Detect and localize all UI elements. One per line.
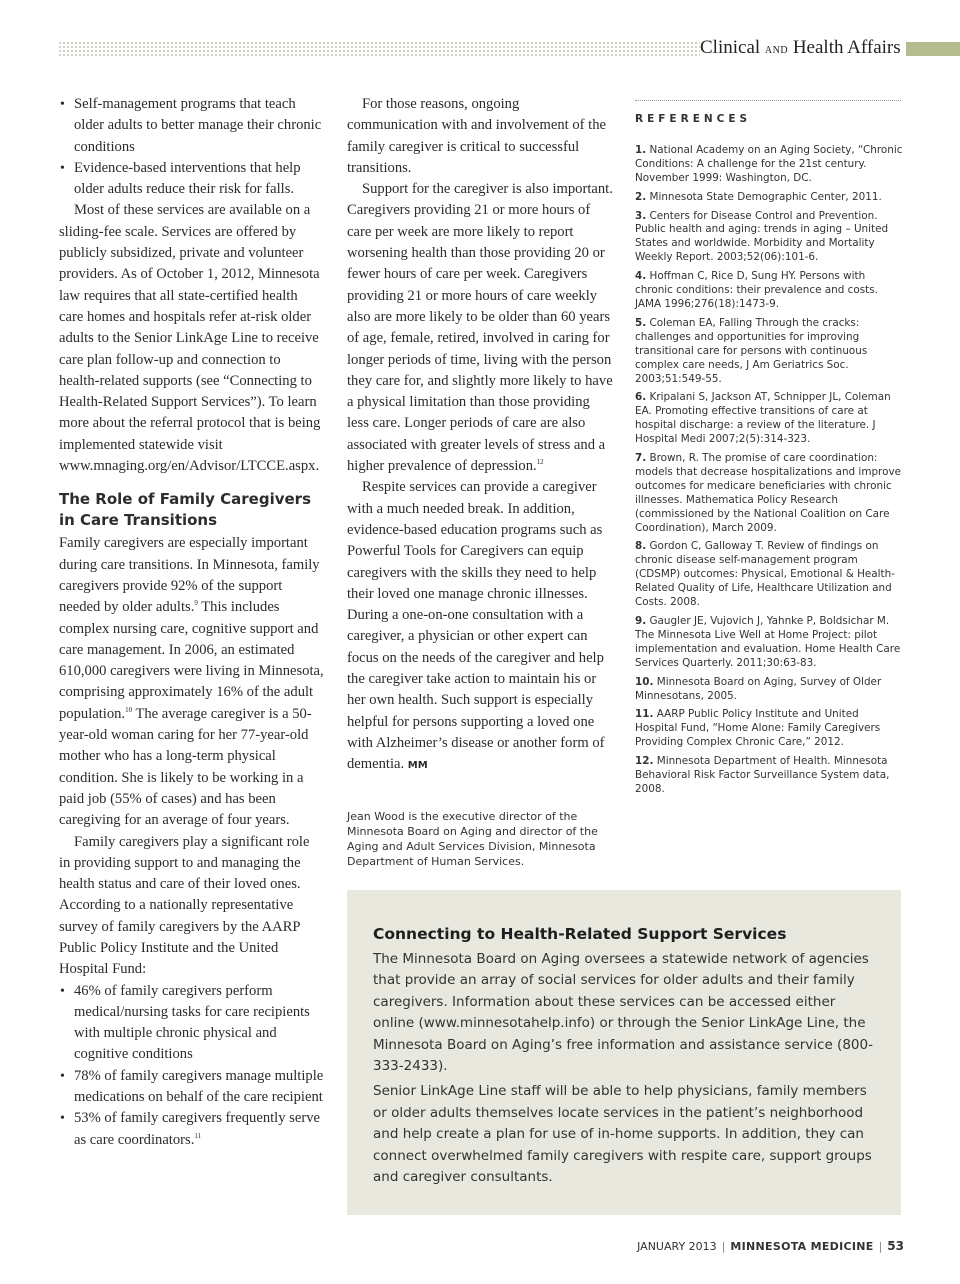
author-bio: Jean Wood is the executive director of the Minnesota Board on Aging and director of the Aging and Adult Services Division, Minnesota Department of Human Services.: [347, 810, 598, 868]
survey-bullet-list: [59, 981, 324, 1151]
footer-date: JANUARY 2013: [637, 1240, 717, 1253]
sidebar-paragraph: The Minnesota Board on Aging oversees a statewide network of agencies that provide an array of social services for older adults and their family caregivers. Information about these services can be accessed either online (www.minnesotahelp.info) or through the Senior LinkAge Line, the Minnesota Board on Aging’s free information and assistance service (800-333-2433).: [373, 951, 873, 1075]
body-paragraph: Family caregivers play a significant role in providing support to and managing the health status and care of their loved ones. According to a nationally representative survey of family caregivers by the AARP Public Policy Institute and the United Hospital Fund:: [59, 833, 310, 978]
body-paragraph: Respite services can provide a caregiver with a much needed break. In addition, evidence-based education programs such as Powerful Tools for Caregivers can equip caregivers with the skills they need to help their loved one manage chronic illnesses. During a one-on-one consultation with a caregiver, a physician or other expert can focus on the needs of the caregiver and help the caregiver take action to maintain his or her own health. Such support is especially helpful for persons supporting a loved one with Alzheimer’s disease or another form of dementia. MM: [347, 479, 605, 773]
references-list: [635, 144, 903, 797]
citation-superscript: 9: [194, 599, 198, 608]
section-title-right: Health Affairs: [792, 37, 901, 58]
reference-item: 8. Gordon C, Galloway T. Review of findings on chronic disease self-management program (CDSMP) outcomes: Physical, Emotional & Health-Related Quality of Life, Healthcare Utilization and Costs. 2008.: [635, 540, 895, 609]
body-paragraph: Support for the caregiver is also important. Caregivers providing 21 or more hours of care per week are more likely to report worsening health than those providing 20 or fewer hours of care per week. Caregivers providing 21 or more hours of care weekly also are more likely to be older than 60 years of age, female, retired, involved in caring for longer periods of time, living with the person they care for, and slightly more likely to have a physical limitation than those providing less care. Longer periods of care are also associated with greater levels of stress and a higher prevalence of depression.$^{12}$: [347, 181, 613, 475]
reference-item: 9. Gaugler JE, Vujovich J, Yahnke P, Boldsichar M. The Minnesota Live Well at Home Project: pilot implementation and evaluation. Home Health Care Services Quarterly. 2011;30:63-83.: [635, 615, 901, 669]
citation-superscript: 10: [125, 705, 133, 714]
references-heading: REFERENCES: [635, 113, 752, 125]
body-paragraph: Most of these services are available on a sliding-fee scale. Services are offered by publicly subsidized, private and volunteer providers. As of October 1, 2012, Minnesota law requires that all state-certified health care homes and hospitals refer at-risk older adults to the Senior LinkAge Line to receive care plan follow-up and connection to health-related supports (see “Connecting to Health-Related Support Services”). To learn more about the referral protocol that is being implemented statewide visit www.mnaging.org/en/Advisor/LTCCE.aspx.: [59, 202, 321, 475]
header-dot-bar: [58, 41, 700, 57]
list-item: • Evidence-based interventions that help older adults reduce their risk for falls.: [59, 158, 324, 201]
reference-item: 7. Brown, R. The promise of care coordination: models that decrease hospitalizations and improve outcomes for medicare beneficiaries with chronic illnesses. Mathematica Policy Research (commissioned by the National Coalition on Care Coordination), March 2009.: [635, 452, 901, 534]
reference-item: 2. Minnesota State Demographic Center, 2011.: [635, 190, 882, 203]
section-title-left: Clinical: [700, 37, 761, 58]
reference-item: 11. AARP Public Policy Institute and United Hospital Fund, “Home Alone: Family Caregivers Providing Complex Chronic Care,” 2012.: [635, 708, 881, 749]
article-column-2: [347, 94, 613, 777]
reference-item: 10. Minnesota Board on Aging, Survey of Older Minnesotans, 2005.: [635, 675, 882, 702]
list-item: • 53% of family caregivers frequently serve as care coordinators.$^{11}$: [59, 1108, 324, 1151]
section-heading: The Role of Family Caregivers in Care Transitions: [59, 490, 312, 530]
reference-item: 4. Hoffman C, Rice D, Sung HY. Persons with chronic conditions: their prevalence and costs. JAMA 1996;276(18):1473-9.: [635, 270, 878, 310]
references-section: [635, 113, 903, 802]
citation-superscript: 12: [536, 458, 544, 467]
reference-item: 6. Kripalani S, Jackson AT, Schnipper JL, Coleman EA. Promoting effective transitions of care at hospital discharge: a review of the literature. J Hospital Medi 2007;2(5):314-323.: [635, 391, 891, 446]
article-column-1: [59, 94, 324, 1151]
citation-superscript: 11: [194, 1131, 202, 1140]
body-paragraph: For those reasons, ongoing communication with and involvement of the family caregiver is critical to successful transitions.: [347, 96, 606, 176]
sidebar-title: Connecting to Health-Related Support Services: [373, 925, 787, 943]
end-mark: MM: [407, 760, 428, 772]
section-title-and: AND: [764, 45, 789, 56]
sidebar-box: [347, 890, 901, 1215]
section-title: [700, 37, 910, 61]
reference-item: 3. Centers for Disease Control and Prevention. Public health and aging: trends in aging – United States and worldwide. Morbidity and Mortality Weekly Report. 2003;52(06):101-6.: [635, 209, 889, 264]
list-item: • 78% of family caregivers manage multiple medications on behalf of the care recipient: [59, 1066, 324, 1109]
sidebar-paragraph: Senior LinkAge Line staff will be able to help physicians, family members or older adults themselves locate services in the patient’s neighborhood and help create a plan for use of in-home supports. In addition, they can connect overwhelmed family caregivers with respite care, support groups and caregiver consultants.: [373, 1083, 872, 1186]
reference-item: 12. Minnesota Department of Health. Minnesota Behavioral Risk Factor Surveillance System data, 2008.: [635, 755, 890, 795]
section-color-tab: [906, 42, 960, 56]
reference-item: 1. National Academy on an Aging Society, “Chronic Conditions: A challenge for the 21st century. November 1999: Washington, DC.: [635, 143, 903, 184]
footer-magazine: MINNESOTA MEDICINE: [730, 1240, 874, 1253]
page-footer: JANUARY 2013 | MINNESOTA MEDICINE | 53: [637, 1239, 904, 1253]
body-paragraph: Family caregivers are especially important during care transitions. In Minnesota, family caregivers provide 92% of the support needed by older adults.$^9$ This includes complex nursing care, cognitive support and care management. In 2006, an estimated 610,000 caregivers were living in Minnesota, comprising approximately 16% of the adult population.$^{10}$ The average caregiver is a 50-year-old woman caring for her 77-year-old mother who has a long-term physical condition. She is likely to be working in a paid job (55% of cases) and has been caregiving for an average of four years.: [59, 535, 324, 829]
services-bullet-list: [59, 94, 324, 200]
references-divider: [635, 100, 901, 101]
list-item: • 46% of family caregivers perform medical/nursing tasks for care recipients with multiple chronic physical and cognitive conditions: [59, 981, 324, 1066]
page-number: 53: [887, 1239, 904, 1253]
list-item: • Self-management programs that teach older adults to better manage their chronic conditions: [59, 94, 324, 158]
reference-item: 5. Coleman EA, Falling Through the cracks: challenges and opportunities for improving transitional care for persons with continuous complex care needs, J Am Geriatrics Soc. 2003;51:549-55.: [635, 316, 868, 385]
